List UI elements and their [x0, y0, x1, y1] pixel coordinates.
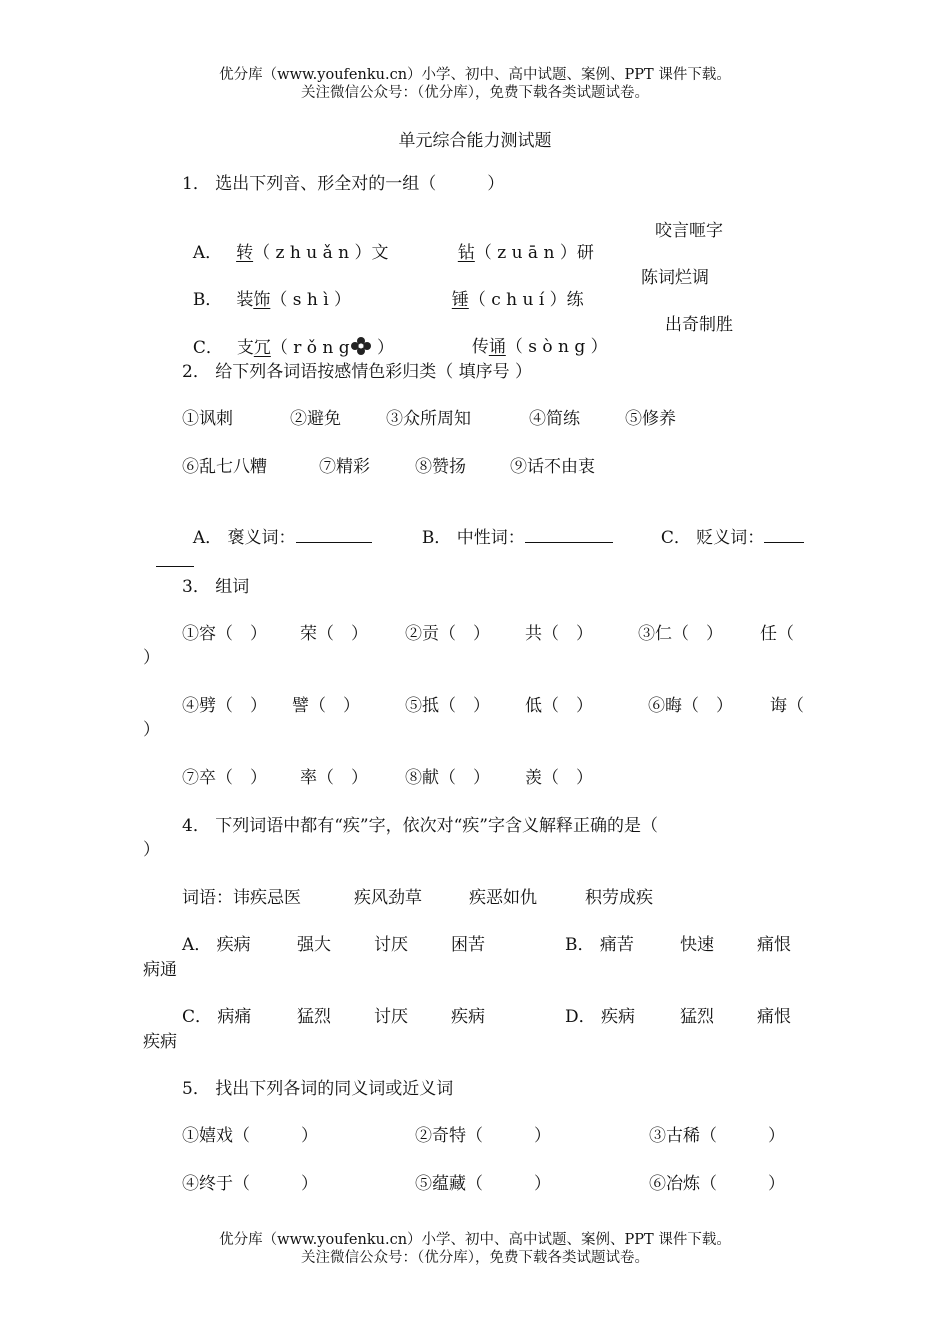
flower-glyph-icon [350, 336, 372, 356]
q1-a-word2 [447, 220, 594, 264]
q3-item-8: 譬（ ） [292, 696, 360, 716]
q4-stem-wrap: ） [143, 840, 160, 860]
q3-item-4: 共（ ） [525, 624, 593, 644]
q4-d-1: D． 疾病 [565, 1007, 636, 1027]
q2-word-4: ④简练 [529, 409, 580, 429]
q4-b-3: 痛恨 [757, 935, 791, 955]
q3-item-13: ⑦卒（ ） [182, 768, 267, 788]
q4-b-wrap: 病通 [143, 960, 177, 980]
q3-item-2: 荣（ ） [300, 624, 368, 644]
q5-stem: 5． 找出下列各词的同义词或近义词 [182, 1079, 454, 1099]
q4-a-4: 困苦 [451, 935, 485, 955]
q2-answer-b-label: B． 中性词： [421, 528, 525, 548]
q2-word-2: ②避免 [290, 409, 341, 429]
q3-item-9: ⑤抵（ ） [405, 696, 490, 716]
q1-a-word3: 咬言咂字 [655, 221, 723, 241]
q1-a-label: A． [192, 243, 223, 263]
page-header-line-2: 关注微信公众号：（优分库），免费下载各类试题试卷。 [301, 85, 649, 101]
q4-b-2: 快速 [680, 935, 714, 955]
q3-stem: 3． 组词 [182, 577, 250, 597]
q1-b-word1-char: 饰 [253, 290, 271, 310]
q4-a-3: 讨厌 [374, 935, 408, 955]
q2-answer-c-blank-continued[interactable] [156, 550, 194, 567]
q2-answer-c-blank-wrap [145, 530, 194, 572]
q2-word-3: ③众所周知 [386, 409, 471, 429]
q3-item-1: ①容（ ） [182, 624, 267, 644]
q5-item-1: ①嬉戏（ ） [182, 1126, 318, 1146]
q1-option-b [182, 267, 351, 311]
q1-c-word2-char: 诵 [488, 337, 506, 357]
q1-b-word2-pinyin: （ c h u í ）练 [468, 290, 584, 310]
q1-c-word1-pinyin: （ r ǒ n g [270, 338, 350, 358]
q1-option-a [182, 220, 388, 264]
q4-d-2: 猛烈 [680, 1007, 714, 1027]
q3-item-11: ⑥晦（ ） [648, 696, 733, 716]
q5-item-3: ③古稀（ ） [649, 1126, 785, 1146]
q1-b-word1-pinyin: （ s h ì ） [270, 290, 352, 310]
q1-b-word3: 陈词烂调 [641, 268, 709, 288]
q2-answer-b [411, 504, 613, 549]
q1-a-word2-char: 钻 [457, 243, 475, 263]
q2-stem: 2． 给下列各词语按感情色彩归类（ 填序号 ） [182, 362, 533, 382]
q4-word-4: 积劳成疾 [585, 888, 653, 908]
q1-b-label: B． [192, 290, 223, 310]
q5-item-5: ⑤蕴藏（ ） [415, 1174, 551, 1194]
q4-word-2: 疾风劲草 [354, 888, 422, 908]
q2-answer-a-label: A． 褒义词： [192, 528, 296, 548]
q2-answer-b-blank[interactable] [525, 526, 613, 543]
q4-c-3: 讨厌 [374, 1007, 408, 1027]
q3-item-6-wrap: ） [143, 648, 160, 668]
q3-item-5: ③仁（ ） [638, 624, 723, 644]
q1-b-word1-prefix: 装 [236, 290, 254, 310]
q3-item-12-wrap: ） [143, 720, 160, 740]
q4-d-3: 痛恨 [757, 1007, 791, 1027]
q2-answer-c-blank[interactable] [764, 526, 804, 543]
q4-a-1: A． 疾病 [182, 935, 251, 955]
q3-item-3: ②贡（ ） [405, 624, 490, 644]
q3-item-12: 诲（ [770, 696, 804, 716]
q3-item-10: 低（ ） [525, 696, 593, 716]
q5-item-4: ④终于（ ） [182, 1174, 318, 1194]
q4-word-3: 疾恶如仇 [469, 888, 537, 908]
q4-stem: 4． 下列词语中都有“疾”字，依次对“疾”字含义解释正确的是（ [182, 816, 658, 836]
q4-a-2: 强大 [297, 935, 331, 955]
page-footer-line-1: 优分库（www.youfenku.cn）小学、初中、高中试题、案例、PPT 课件下载。 [219, 1232, 731, 1248]
q1-c-word2 [461, 314, 608, 358]
q2-word-9: ⑨话不由衷 [510, 457, 595, 477]
q1-c-word3: 出奇制胜 [665, 315, 733, 335]
q1-c-word1-end: ） [371, 338, 395, 358]
q1-stem: 1． 选出下列音、形全对的一组（ ） [182, 174, 505, 194]
q3-item-7: ④劈（ ） [182, 696, 267, 716]
q1-c-word2-prefix: 传 [471, 337, 489, 357]
page-footer-line-2: 关注微信公众号：（优分库），免费下载各类试题试卷。 [301, 1250, 649, 1266]
q4-c-4: 疾病 [451, 1007, 485, 1027]
q3-item-15: ⑧献（ ） [405, 768, 490, 788]
q5-item-2: ②奇特（ ） [415, 1126, 551, 1146]
q2-word-7: ⑦精彩 [319, 457, 370, 477]
q2-answer-c-label: C． 贬义词： [660, 528, 765, 548]
q2-word-8: ⑧赞扬 [415, 457, 466, 477]
q2-word-6: ⑥乱七八糟 [182, 457, 267, 477]
q4-d-wrap: 疾病 [143, 1032, 177, 1052]
q2-word-1: ①讽刺 [182, 409, 233, 429]
q4-b-1: B． 痛苦 [565, 935, 634, 955]
q3-item-16: 羡（ ） [525, 768, 593, 788]
q3-item-6: 任（ [760, 624, 794, 644]
q1-c-word1-prefix: 支 [236, 338, 254, 358]
q1-c-label: C． [192, 338, 223, 358]
page-header-line-1: 优分库（www.youfenku.cn）小学、初中、高中试题、案例、PPT 课件下载。 [219, 67, 731, 83]
page-title: 单元综合能力测试题 [398, 131, 552, 151]
q1-b-word2 [441, 267, 584, 311]
q2-word-5: ⑤修养 [625, 409, 676, 429]
q4-word-1: 词语：讳疾忌医 [182, 888, 301, 908]
q1-a-word1-pinyin: （ z h u ǎ n ）文 [253, 243, 389, 263]
q5-item-6: ⑥冶炼（ ） [649, 1174, 785, 1194]
q1-c-word2-pinyin: （ s ò n g ） [505, 337, 608, 357]
q4-c-2: 猛烈 [297, 1007, 331, 1027]
q2-answer-c [650, 504, 804, 549]
q3-item-14: 率（ ） [300, 768, 368, 788]
q1-b-word2-char: 锤 [451, 290, 469, 310]
q2-answer-a-blank[interactable] [296, 526, 372, 543]
q1-option-c [182, 314, 394, 359]
q1-a-word2-pinyin: （ z u ā n ）研 [474, 243, 594, 263]
q2-answer-a [182, 504, 372, 549]
q4-c-1: C． 病痛 [182, 1007, 252, 1027]
q1-a-word1-char: 转 [236, 243, 254, 263]
q1-c-word1-char: 冗 [253, 338, 271, 358]
